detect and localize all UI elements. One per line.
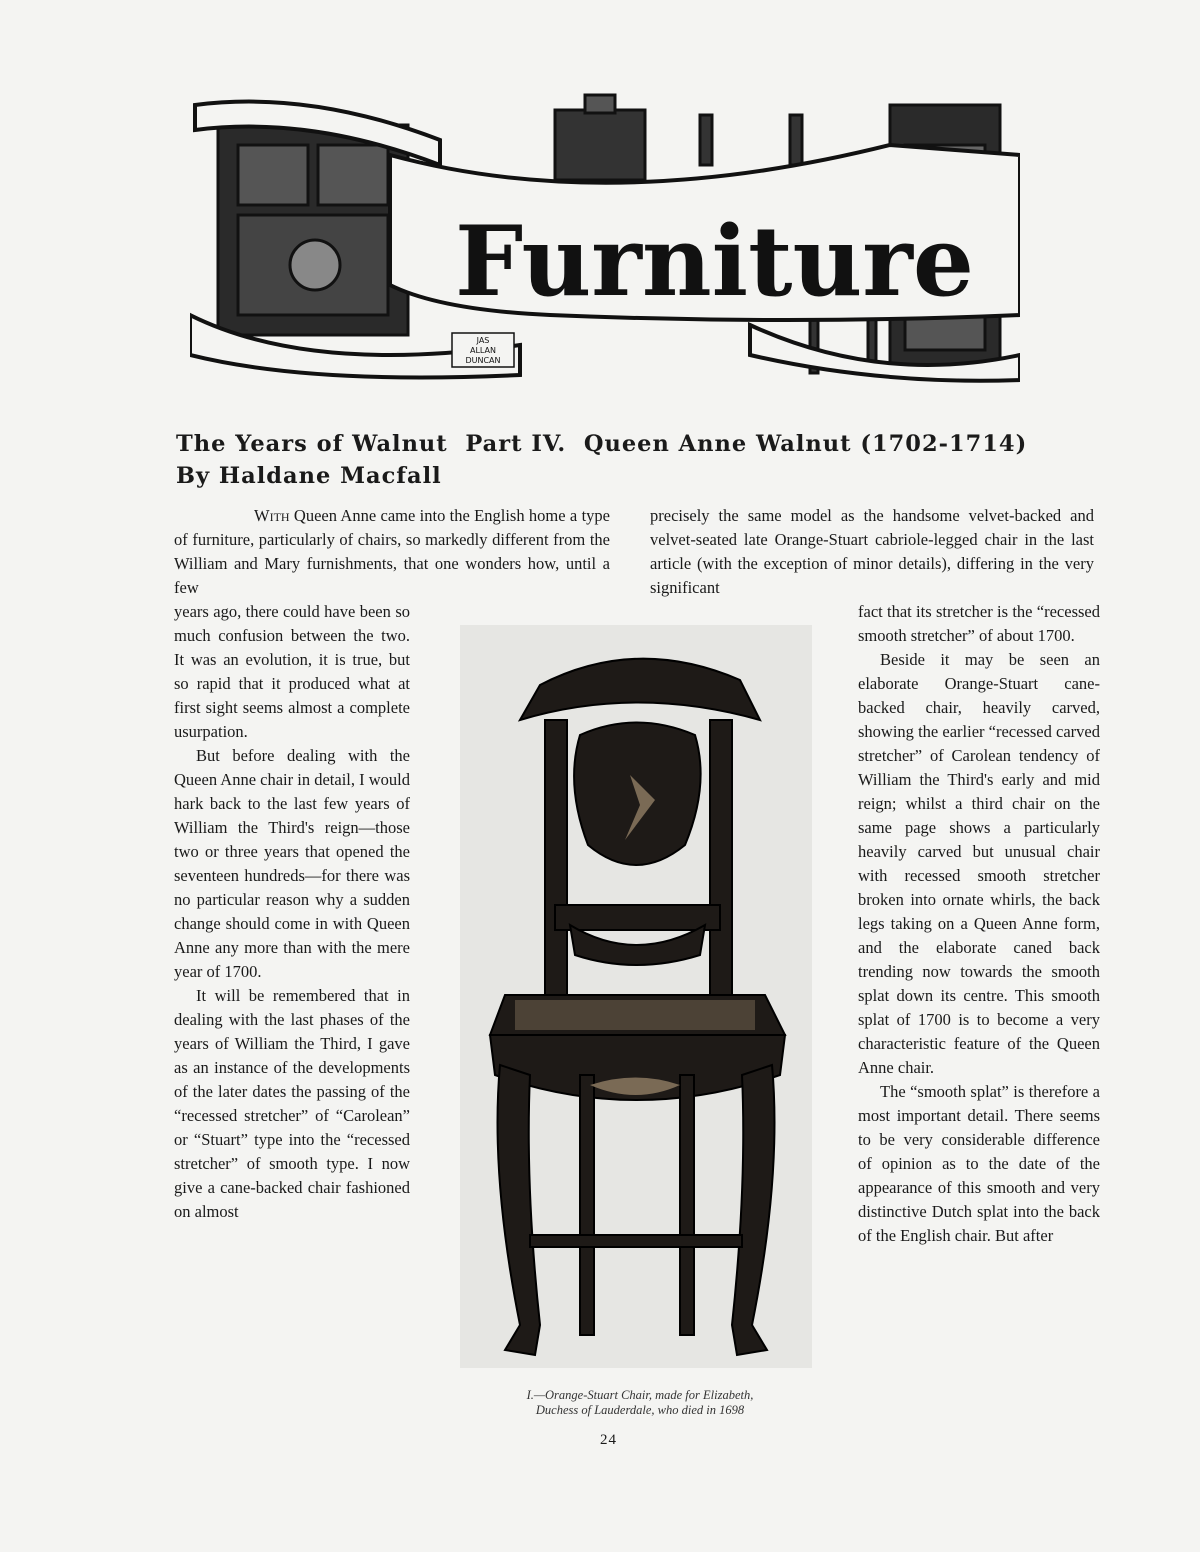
furniture-banner-illustration bbox=[190, 85, 1020, 385]
cabinet-illustration-left bbox=[218, 125, 408, 335]
paragraph: But before dealing with the Queen Anne chair in detail, I would hark back to the last few years of William the Third's reign—those two or three years that opened the seventeen hundreds—for there was no particular reason why a sudden change should come in with Queen Anne any more than with the mere year of 1700. bbox=[174, 746, 410, 981]
paragraph: It will be remembered that in dealing with the last phases of the years of William the Third, I gave as an instance of the developments of the later dates the passing of the “recessed stretcher” of “Carolean” or “Stuart” type into the “recessed stretcher” of smooth type. I now give a cane-backed chair fashioned on almost bbox=[174, 986, 410, 1221]
column-top-left bbox=[174, 504, 610, 600]
banner-word: Furniture bbox=[455, 205, 974, 318]
opening-text: Queen Anne came into the English home a type of furniture, particularly of chairs, so markedly different from the William and Mary furnishments, that one wonders how, until a few bbox=[174, 506, 610, 597]
column-left bbox=[174, 600, 410, 1224]
ornament-illustration-top bbox=[555, 95, 802, 180]
page-number: 24 bbox=[600, 1432, 617, 1448]
paragraph: fact that its stretcher is the “recessed smooth stretcher” of about 1700. bbox=[858, 602, 1100, 645]
paragraph: Beside it may be seen an elaborate Orange-Stuart cane-backed chair, heavily carved, showing the earlier “recessed carved stretcher” of Carolean tendency of William the Third's early and mid reign; whilst a third chair on the same page shows a particularly heavily carved but unusual chair with recessed smooth stretcher broken into ornate whirls, the back legs taking on a Queen Anne form, and the elaborate caned back trending now towards the smooth splat down its centre. This smooth splat of 1700 is to become a very characteristic feature of the Queen Anne chair. bbox=[858, 650, 1100, 1077]
opening-paragraph bbox=[174, 504, 610, 600]
paragraph: years ago, there could have been so much confusion between the two. It was an evolution, it is true, but so rapid that it produced what at first sight seems almost a complete usurpation. bbox=[174, 602, 410, 741]
figure-caption-line-1: I.—Orange-Stuart Chair, made for Elizabeth, bbox=[526, 1388, 754, 1402]
figure-caption-line-2: Duchess of Lauderdale, who died in 1698 bbox=[535, 1403, 745, 1417]
figure-caption bbox=[450, 1388, 830, 1418]
article-title-line-1: The Years of Walnut Part IV. Queen Anne Walnut (1702-1714) bbox=[176, 431, 1028, 457]
article-title bbox=[176, 428, 1106, 492]
artist-mark-line-2: ALLAN bbox=[469, 346, 497, 355]
paragraph: The “smooth splat” is therefore a most important detail. There seems to be very considerable difference of opinion as to the date of the appearance of this smooth and very distinctive Dutch splat into the back of the English chair. But after bbox=[858, 1082, 1100, 1245]
column-right bbox=[858, 600, 1100, 1248]
chair-photograph bbox=[460, 625, 812, 1368]
article-byline: By Haldane Macfall bbox=[176, 463, 442, 489]
artist-mark-line-3: DUNCAN bbox=[465, 356, 501, 365]
artist-mark bbox=[452, 333, 514, 367]
artist-mark-line-1: JAS bbox=[476, 336, 490, 345]
paragraph: precisely the same model as the handsome velvet-backed and velvet-seated late Orange-Stuart cabriole-legged chair in the last article (with the exception of minor details), differing in the very significant bbox=[650, 506, 1094, 597]
column-top-right bbox=[650, 504, 1094, 600]
lead-word: With bbox=[254, 506, 290, 525]
